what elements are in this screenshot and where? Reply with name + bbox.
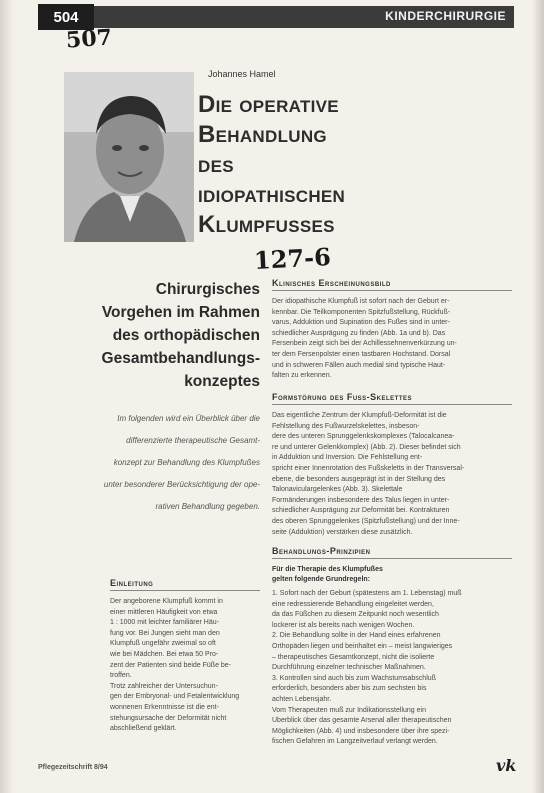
text-line: re und unterer Gelenkkomplex) (Abb. 2). Dieser befindet sich bbox=[272, 443, 461, 451]
text-line: Talonaviculargelenkes (Abb. 3). Skelettale bbox=[272, 486, 403, 494]
section-formstoerung bbox=[272, 392, 512, 538]
section-body bbox=[110, 597, 260, 735]
text-line: spricht einer Innenrotation des Fußskeletts in der Transversal- bbox=[272, 464, 465, 472]
text-line: schiedlicher Ausprägung zu finden (Abb. 1a und b). Das bbox=[272, 329, 446, 337]
section-heading: Formstörung des Fuss-Skelettes bbox=[272, 392, 512, 405]
section-behandlungs-prinzipien bbox=[272, 546, 512, 748]
section-heading: Behandlungs-Prinzipien bbox=[272, 546, 512, 559]
text-line: in Adduktion und Inversion. Die Fehlstellung ent- bbox=[272, 454, 423, 462]
author-name: Johannes Hamel bbox=[208, 69, 276, 79]
text-line: Der idiopathische Klumpfuß ist sofort nach der Geburt er- bbox=[272, 298, 450, 305]
handwritten-page-number: 507 bbox=[65, 24, 113, 54]
section-tag: KINDERCHIRURGIE bbox=[385, 9, 506, 23]
text-line: ter dem Fersenpolster einen tastbaren Hochstand. Dorsal bbox=[272, 350, 451, 358]
title-line: des bbox=[198, 151, 234, 178]
publisher-logo: vk bbox=[496, 756, 517, 775]
section-klinisches-erscheinungsbild bbox=[272, 278, 512, 382]
intro-line: unter besonderer Berücksichtigung der ope- bbox=[103, 480, 260, 489]
subheading-line: Für die Therapie des Klumpfußes bbox=[272, 566, 383, 573]
text-line: Überblick über das gesamte Arsenal aller therapeutischen bbox=[272, 717, 452, 725]
text-line: Klumpfuß ungefähr zweimal so oft bbox=[110, 640, 216, 648]
text-line: lockerer ist als bereits nach wenigen Wochen. bbox=[272, 621, 415, 629]
text-line: achten Lebensjahr. bbox=[272, 695, 332, 703]
text-line: kennbar. Die Teilkomponenten Spitzfußstellung, Rückfuß- bbox=[272, 308, 451, 316]
text-line: Vom Therapeuten muß zur Indikationsstellung ein bbox=[272, 706, 426, 714]
section-body bbox=[272, 589, 512, 748]
intro-line: Im folgenden wird ein Überblick über die bbox=[117, 414, 260, 423]
page-gutter-shadow bbox=[0, 0, 14, 793]
text-line: des oberen Sprunggelenkes (Spitzfußstellung) und der Inne- bbox=[272, 517, 460, 525]
subtitle-line: konzeptes bbox=[184, 373, 260, 390]
text-line: varus, Adduktion und Supination des Fußes sind in unter- bbox=[272, 319, 450, 327]
intro-line: differenzierte therapeutische Gesamt- bbox=[126, 436, 260, 445]
author-photo bbox=[64, 72, 194, 242]
article-title bbox=[198, 90, 508, 240]
section-subheading bbox=[272, 565, 512, 585]
text-line: und in schweren Fällen auch medial sind typische Haut- bbox=[272, 361, 446, 369]
section-body bbox=[272, 411, 512, 538]
text-line: Möglichkeiten (Abb. 4) und insbesondere über ihre spezi- bbox=[272, 727, 450, 735]
subheading-line: gelten folgende Grundregeln: bbox=[272, 576, 371, 583]
text-line: – therapeutisches Gesamtkonzept, nicht die isolierte bbox=[272, 653, 435, 661]
text-line: eine redressierende Behandlung eingeleitet werden, bbox=[272, 600, 434, 608]
text-line: 3. Kontrollen sind auch bis zum Wachstumsabschluß bbox=[272, 674, 436, 682]
page-edge-shadow bbox=[532, 0, 544, 793]
section-heading: Einleitung bbox=[110, 578, 260, 591]
text-line: fung vor. Bei Jungen sieht man den bbox=[110, 629, 220, 637]
subtitle-line: des orthopädischen bbox=[112, 327, 260, 344]
text-line: troffen. bbox=[110, 672, 132, 680]
intro-line: rativen Behandlung gegeben. bbox=[155, 502, 260, 511]
text-line: gen der Embryonal- und Fetalentwicklung bbox=[110, 693, 240, 701]
journal-footer: Pflegezeitschrift 8/94 bbox=[38, 764, 108, 771]
text-line: fischen Gefahren im Langzeitverlauf verlangt werden. bbox=[272, 738, 438, 746]
portrait-image bbox=[64, 72, 194, 242]
text-line: stehungsursache der Deformität nicht bbox=[110, 714, 227, 722]
text-line: wie bei Mädchen. Bei etwa 50 Pro- bbox=[110, 650, 219, 658]
text-line: da das Füßchen zu diesem Zeitpunkt noch wesentlich bbox=[272, 611, 439, 619]
text-line: Durchführung einzelner technischer Maßnahmen. bbox=[272, 664, 426, 672]
handwritten-note: 127-6 bbox=[253, 242, 332, 275]
article-subtitle bbox=[60, 278, 260, 393]
text-line: Orthopäden liegen und beinhaltet ein – meist langwieriges bbox=[272, 642, 453, 650]
text-line: ebene, die besonders ausgeprägt ist in der Stellung des bbox=[272, 475, 446, 483]
text-line: schiedlicher Ausprägung zur Deformität bei. Kontrakturen bbox=[272, 507, 450, 515]
title-line: Klumpfusses bbox=[198, 211, 335, 238]
subtitle-line: Vorgehen im Rahmen bbox=[101, 304, 260, 321]
text-line: 2. Die Behandlung sollte in der Hand eines erfahrenen bbox=[272, 632, 441, 640]
title-line: Die operative bbox=[198, 91, 339, 118]
section-body bbox=[272, 297, 512, 382]
text-line: Der angeborene Klumpfuß kommt in bbox=[110, 598, 223, 605]
section-heading: Klinisches Erscheinungsbild bbox=[272, 278, 512, 291]
text-line: Das eigentliche Zentrum der Klumpfuß-Deformität ist die bbox=[272, 412, 447, 419]
text-line: seite (Adduktion) verstärken diese zusätzlich. bbox=[272, 528, 413, 536]
page-number: 504 bbox=[38, 4, 94, 30]
article-intro bbox=[60, 408, 260, 518]
intro-line: konzept zur Behandlung des Klumpfußes bbox=[113, 458, 260, 467]
text-line: dere des unteren Sprunggelenkskomplexes (Talocalcanea- bbox=[272, 433, 455, 441]
text-line: erforderlich, besonders aber bis zum sechsten bis bbox=[272, 685, 427, 693]
text-line: falten zu erkennen. bbox=[272, 372, 332, 380]
text-line: Fehlstellung des Fußwurzelskelettes, insbeson- bbox=[272, 422, 420, 430]
subtitle-line: Gesamtbehandlungs- bbox=[101, 350, 260, 367]
text-line: einer mittleren Häufigkeit von etwa bbox=[110, 608, 218, 616]
text-line: Fersenbein zeigt sich bei der Achillessehnenverkürzung un- bbox=[272, 340, 457, 348]
title-line: Behandlung bbox=[198, 121, 327, 148]
text-line: 1 : 1000 mit leichter familiärer Häu- bbox=[110, 619, 219, 627]
text-line: 1. Sofort nach der Geburt (spätestens am 1. Lebenstag) muß bbox=[272, 590, 462, 597]
text-line: Formänderungen insbesondere des Talus liegen in unter- bbox=[272, 496, 450, 504]
text-line: zent der Patienten sind beide Füße be- bbox=[110, 661, 232, 669]
text-line: wonnenen Erkenntnisse ist die ent- bbox=[110, 703, 219, 711]
text-line: Trotz zahlreicher der Untersuchun- bbox=[110, 682, 218, 690]
title-line: idiopathischen bbox=[198, 181, 346, 208]
subtitle-line: Chirurgisches bbox=[155, 281, 260, 298]
section-einleitung bbox=[110, 578, 260, 735]
text-line: abschließend geklärt. bbox=[110, 725, 177, 733]
